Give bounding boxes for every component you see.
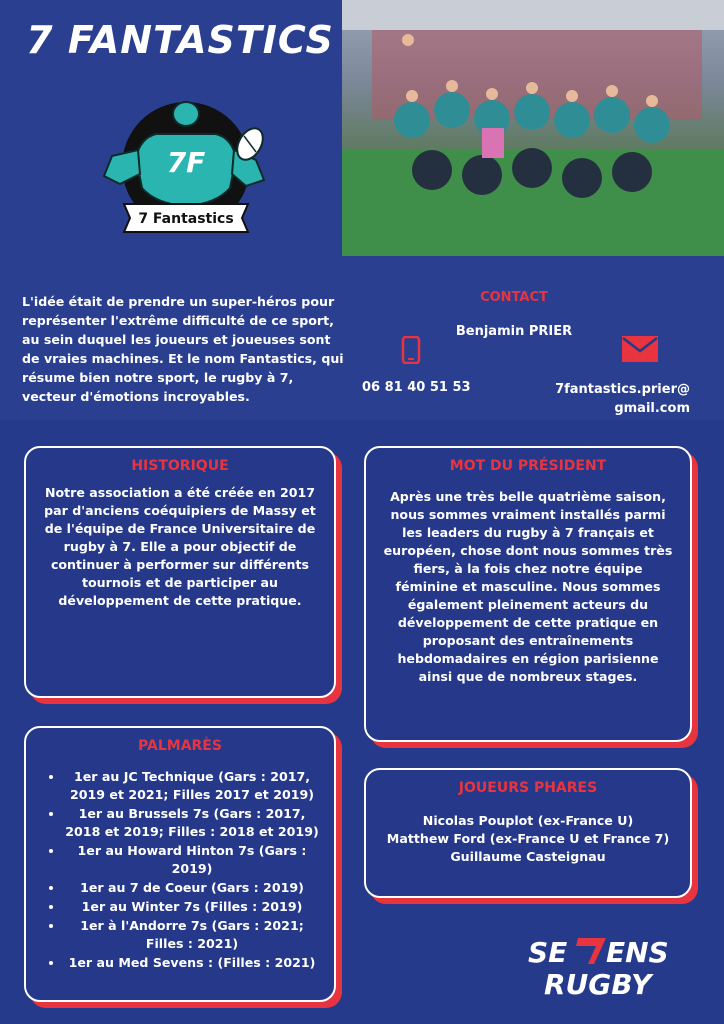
contact-email-line2: gmail.com: [614, 401, 690, 416]
palmares-item: • 1er au 7 de Coeur (Gars : 2019): [64, 879, 320, 897]
logo-banner-text: 7 Fantastics: [138, 211, 234, 227]
sevens-rugby-logo: [526, 934, 690, 998]
palmares-item: • 1er au JC Technique (Gars : 2017, 2019 et 2021; Filles 2017 et 2019): [64, 768, 320, 804]
contact-phone[interactable]: 06 81 40 51 53: [362, 380, 471, 395]
palmares-item: • 1er au Brussels 7s (Gars : 2017, 2018 et 2019; Filles : 2018 et 2019): [64, 805, 320, 841]
team-photo: [342, 0, 724, 256]
superhero-rugby-logo: [96, 88, 276, 238]
palmares-item: • 1er au Winter 7s (Filles : 2019): [64, 898, 320, 916]
contact-email-line1: 7fantastics.prier@: [555, 382, 690, 397]
contact-title: CONTACT: [480, 290, 548, 305]
palmares-item: • 1er à l'Andorre 7s (Gars : 2021; Filles : 2021): [64, 917, 320, 953]
joueurs-title: JOUEURS PHARES: [458, 780, 598, 796]
player-name: Guillaume Casteignau: [450, 849, 606, 864]
phone-icon: [401, 336, 421, 364]
intro-text: L'idée était de prendre un super-héros pour représenter l'extrême difficulté de ce sport, au sein duquel les joueurs et joueuses sont de vraies machines. Et le nom Fantastics, qui résume bien notre sport, le rugby à 7, vecteur d'émotions incroyables.: [22, 294, 344, 404]
sevens-logo-se: SE: [528, 936, 568, 969]
sevens-logo-rugby: RUGBY: [544, 968, 652, 998]
contact-name: Benjamin PRIER: [455, 324, 573, 339]
palmares-list: [46, 768, 320, 973]
palmares-item: • 1er au Howard Hinton 7s (Gars : 2019): [64, 842, 320, 878]
sevens-logo-ens: ENS: [606, 936, 669, 969]
palmares-title: PALMARÈS: [138, 738, 222, 754]
president-title: MOT DU PRÉSIDENT: [449, 458, 607, 474]
historique-card: [24, 446, 336, 698]
joueurs-card: [364, 768, 692, 898]
joueurs-list: [382, 812, 674, 866]
mail-icon: [622, 336, 658, 362]
palmares-item: • 1er au Med Sevens : (Filles : 2021): [64, 954, 320, 972]
historique-body: Notre association a été créée en 2017 par d'anciens coéquipiers de Massy et de l'équipe de France Universitaire de rugby à 7. Elle a pour objectif de continuer à performer sur différents tournois et de participer au développement de cette pratique.: [44, 485, 316, 608]
president-body: Après une très belle quatrième saison, nous sommes vraiment installés parmi les leaders du rugby à 7 français et européen, chose dont nous sommes très fiers, à la fois chez notre équipe féminine et masculine. Nous sommes également pleinement acteurs du développement de cette pratique en proposant des entraînements hebdomadaires en région parisienne ainsi que de nombreux stages.: [383, 489, 673, 684]
page-title: 7 FANTASTICS: [26, 18, 334, 62]
contact-email[interactable]: [540, 380, 690, 418]
president-card: [364, 446, 692, 742]
palmares-card: [24, 726, 336, 1002]
logo-monogram: 7F: [166, 146, 206, 179]
historique-title: HISTORIQUE: [131, 458, 229, 474]
player-name: Nicolas Pouplot (ex-France U): [422, 813, 634, 828]
player-name: Matthew Ford (ex-France U et France 7): [386, 831, 670, 846]
